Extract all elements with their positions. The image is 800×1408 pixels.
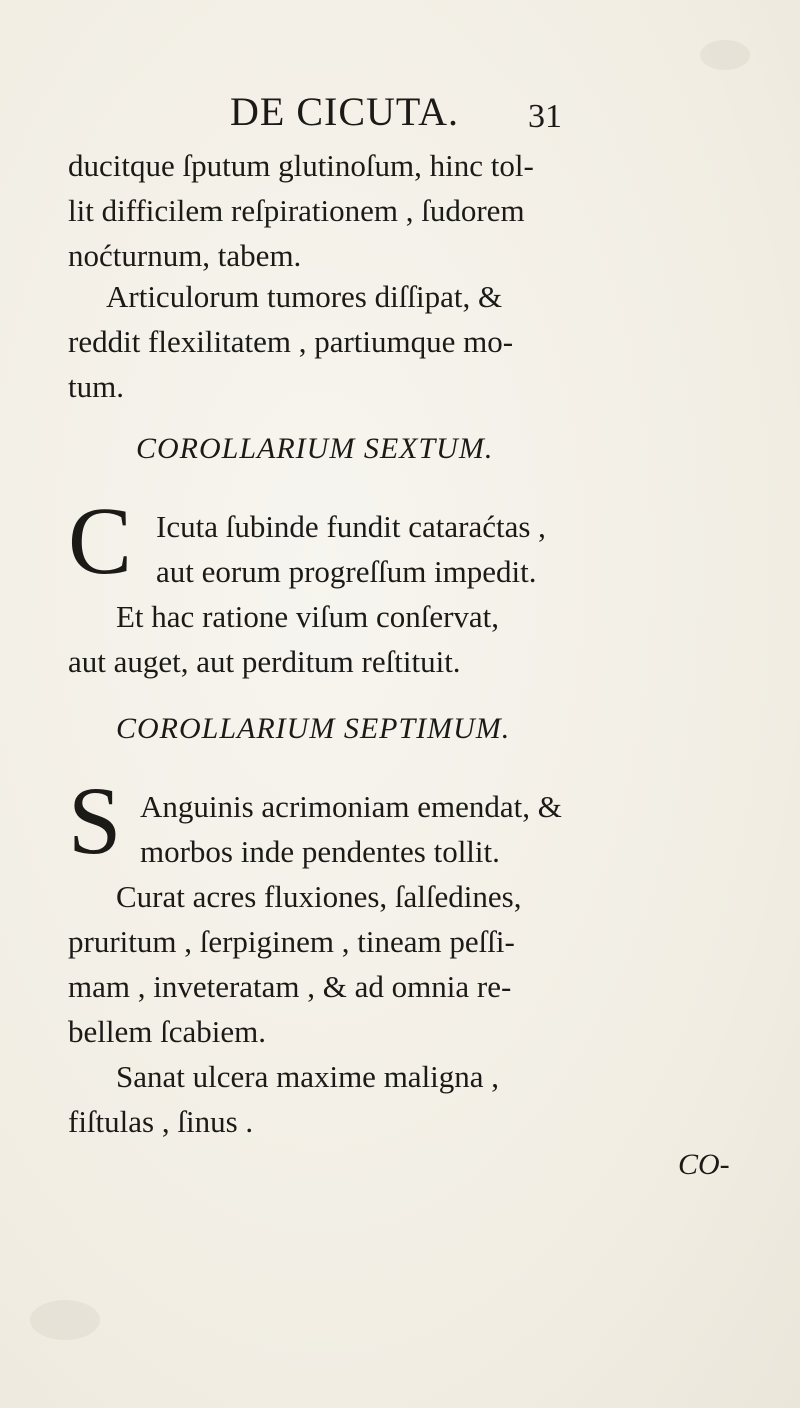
text-line: Curat acres fluxiones, ſalſedines, (116, 879, 522, 914)
text-line: Sanat ulcera maxime maligna , (116, 1059, 500, 1094)
text-line: Anguinis acrimoniam emendat, & (140, 789, 562, 824)
running-title: DE CICUTA. (230, 89, 460, 134)
text-line: mam , inveteratam , & ad omnia re- (68, 969, 512, 1004)
section-sextum-text (68, 505, 788, 695)
section-heading-sextum: COROLLARIUM SEXTUM. (136, 432, 494, 465)
text-line: morbos inde pendentes tollit. (140, 834, 500, 869)
text-line: bellem ſcabiem. (68, 1014, 266, 1049)
text-line: tum. (68, 369, 124, 404)
text-line: aut auget, aut perditum reſtituit. (68, 644, 461, 679)
section-heading-septimum: COROLLARIUM SEPTIMUM. (116, 712, 511, 745)
text-line: Articulorum tumores diſſipat, & (106, 279, 503, 314)
catchword: CO- (678, 1148, 730, 1181)
text-line: fiſtulas , ſinus . (68, 1104, 254, 1139)
text-line: noćturnum, tabem. (68, 238, 302, 273)
drop-cap: S (68, 767, 122, 874)
paper-stain (700, 40, 750, 70)
paper-stain (30, 1300, 100, 1340)
text-line: Et hac ratione viſum conſervat, (116, 599, 500, 634)
text-line: lit difficilem reſpirationem , ſudorem (68, 193, 525, 228)
text-line: aut eorum progreſſum impedit. (156, 554, 537, 589)
page-number: 31 (528, 98, 562, 135)
text-line: ducitque ſputum glutinoſum, hinc tol- (68, 148, 534, 183)
section-septimum-text (68, 785, 788, 1145)
page-header (230, 88, 570, 136)
text-line: pruritum , ſerpiginem , tineam peſſi- (68, 924, 515, 959)
section-sextum-body (68, 487, 788, 695)
text-line: reddit flexilitatem , partiumque mo- (68, 324, 514, 359)
paragraph-2 (68, 275, 768, 415)
text-line: Icuta ſubinde fundit cataraćtas , (156, 509, 546, 544)
section-septimum-body (68, 767, 788, 1145)
drop-cap: C (68, 487, 133, 594)
paragraph-1 (68, 144, 768, 284)
